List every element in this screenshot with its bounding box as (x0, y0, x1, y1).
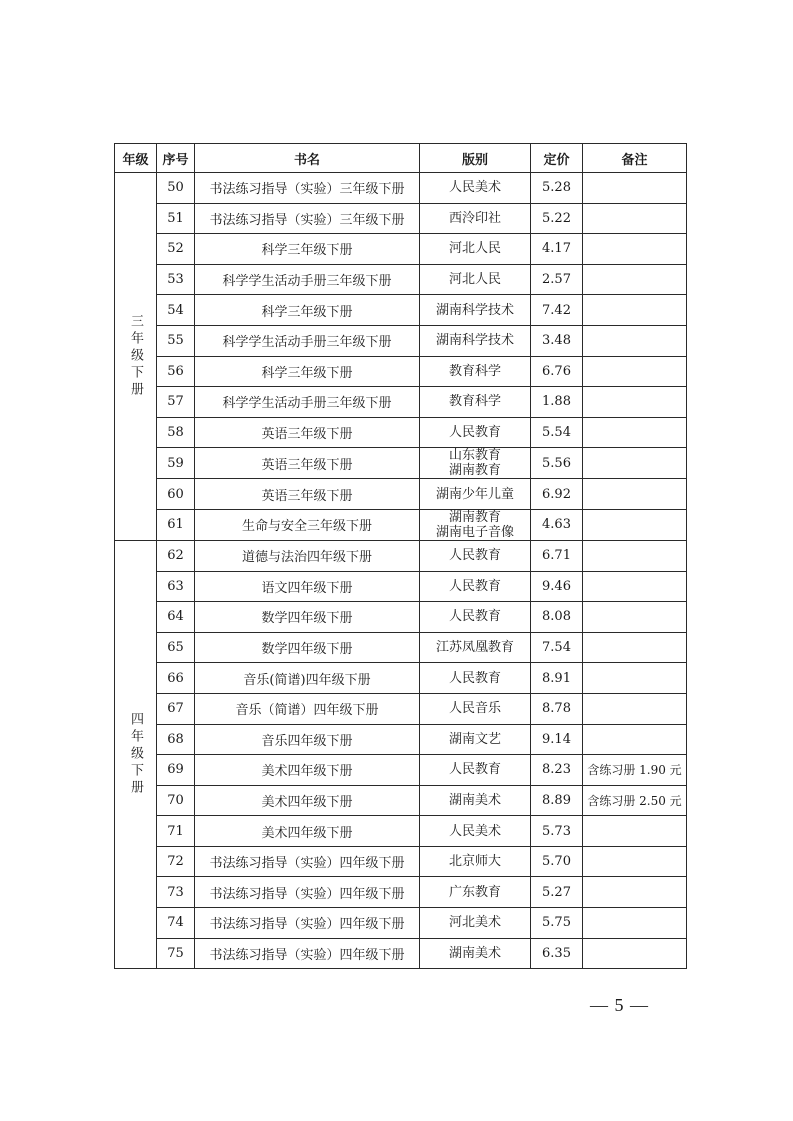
title-cell: 英语三年级下册 (195, 417, 420, 448)
price-cell: 8.89 (531, 785, 583, 816)
seq-cell: 58 (157, 417, 195, 448)
note-cell: 含练习册 1.90 元 (583, 755, 687, 786)
publisher-name: 湖南教育 (448, 509, 501, 525)
note-cell (583, 540, 687, 571)
table-row (115, 663, 687, 694)
publisher-cell (420, 325, 531, 356)
seq-cell: 67 (157, 693, 195, 724)
publisher-name: 湖南美术 (448, 792, 501, 808)
title-cell: 生命与安全三年级下册 (195, 509, 420, 540)
publisher-name: 人民教育 (448, 670, 501, 686)
publisher-name: 人民美术 (448, 180, 501, 196)
table-row (115, 908, 687, 939)
table-row (115, 602, 687, 633)
price-cell: 6.76 (531, 356, 583, 387)
table-row (115, 325, 687, 356)
seq-cell: 56 (157, 356, 195, 387)
publisher-cell (420, 846, 531, 877)
seq-cell: 72 (157, 846, 195, 877)
publisher-name: 人民美术 (448, 823, 501, 839)
textbook-price-table (114, 143, 687, 969)
price-cell: 6.92 (531, 479, 583, 510)
seq-cell: 65 (157, 632, 195, 663)
table-row (115, 755, 687, 786)
publisher-cell (420, 755, 531, 786)
note-cell (583, 693, 687, 724)
publisher-name: 湖南少年儿童 (435, 486, 514, 502)
title-cell: 美术四年级下册 (195, 755, 420, 786)
table-row (115, 571, 687, 602)
title-cell: 音乐（简谱）四年级下册 (195, 693, 420, 724)
publisher-cell (420, 479, 531, 510)
title-cell: 科学三年级下册 (195, 234, 420, 265)
table-row (115, 234, 687, 265)
price-cell: 7.54 (531, 632, 583, 663)
price-cell: 8.23 (531, 755, 583, 786)
price-cell: 5.56 (531, 448, 583, 479)
note-cell (583, 571, 687, 602)
price-cell: 5.28 (531, 173, 583, 204)
publisher-name: 江苏凤凰教育 (435, 640, 514, 656)
publisher-name: 教育科学 (448, 363, 501, 379)
price-cell: 3.48 (531, 325, 583, 356)
table-body (115, 173, 687, 969)
publisher-name: 人民音乐 (448, 701, 501, 717)
header-publisher: 版别 (420, 144, 531, 173)
note-cell: 含练习册 2.50 元 (583, 785, 687, 816)
publisher-cell (420, 908, 531, 939)
price-cell: 5.70 (531, 846, 583, 877)
table-row (115, 387, 687, 418)
publisher-cell (420, 540, 531, 571)
title-cell: 书法练习指导（实验）四年级下册 (195, 938, 420, 969)
seq-cell: 53 (157, 264, 195, 295)
table-row (115, 632, 687, 663)
seq-cell: 57 (157, 387, 195, 418)
title-cell: 美术四年级下册 (195, 785, 420, 816)
grade-cell: 三年级下册 (115, 173, 157, 541)
publisher-cell (420, 877, 531, 908)
price-cell: 8.08 (531, 602, 583, 633)
publisher-cell (420, 724, 531, 755)
seq-cell: 70 (157, 785, 195, 816)
publisher-name: 教育科学 (448, 394, 501, 410)
title-cell: 书法练习指导（实验）四年级下册 (195, 877, 420, 908)
price-cell: 1.88 (531, 387, 583, 418)
seq-cell: 61 (157, 509, 195, 540)
publisher-name: 湖南教育 (448, 463, 501, 479)
publisher-name: 人民教育 (448, 548, 501, 564)
title-cell: 数学四年级下册 (195, 602, 420, 633)
note-cell (583, 908, 687, 939)
seq-cell: 63 (157, 571, 195, 602)
publisher-name: 广东教育 (448, 884, 501, 900)
note-cell (583, 448, 687, 479)
title-cell: 科学三年级下册 (195, 295, 420, 326)
seq-cell: 55 (157, 325, 195, 356)
seq-cell: 62 (157, 540, 195, 571)
publisher-name: 北京师大 (448, 854, 501, 870)
price-cell: 5.73 (531, 816, 583, 847)
title-cell: 数学四年级下册 (195, 632, 420, 663)
note-cell (583, 295, 687, 326)
seq-cell: 68 (157, 724, 195, 755)
header-title: 书名 (195, 144, 420, 173)
publisher-cell (420, 602, 531, 633)
note-cell (583, 479, 687, 510)
note-cell (583, 203, 687, 234)
publisher-name: 人民教育 (448, 762, 501, 778)
note-cell (583, 356, 687, 387)
publisher-cell (420, 448, 531, 479)
publisher-name: 湖南文艺 (448, 731, 501, 747)
price-cell: 5.75 (531, 908, 583, 939)
note-cell (583, 173, 687, 204)
title-cell: 英语三年级下册 (195, 479, 420, 510)
publisher-cell (420, 693, 531, 724)
seq-cell: 50 (157, 173, 195, 204)
title-cell: 道德与法治四年级下册 (195, 540, 420, 571)
price-cell: 6.35 (531, 938, 583, 969)
price-cell: 5.22 (531, 203, 583, 234)
seq-cell: 73 (157, 877, 195, 908)
publisher-cell (420, 234, 531, 265)
publisher-cell (420, 417, 531, 448)
table-row (115, 877, 687, 908)
publisher-name: 人民教育 (448, 609, 501, 625)
table-row (115, 816, 687, 847)
table-row (115, 264, 687, 295)
seq-cell: 66 (157, 663, 195, 694)
table-row (115, 509, 687, 540)
note-cell (583, 509, 687, 540)
note-cell (583, 938, 687, 969)
seq-cell: 69 (157, 755, 195, 786)
header-price: 定价 (531, 144, 583, 173)
publisher-name: 湖南美术 (448, 945, 501, 961)
seq-cell: 71 (157, 816, 195, 847)
note-cell (583, 816, 687, 847)
seq-cell: 51 (157, 203, 195, 234)
title-cell: 美术四年级下册 (195, 816, 420, 847)
title-cell: 科学学生活动手册三年级下册 (195, 387, 420, 418)
price-cell: 4.17 (531, 234, 583, 265)
note-cell (583, 602, 687, 633)
publisher-cell (420, 295, 531, 326)
seq-cell: 54 (157, 295, 195, 326)
price-cell: 8.91 (531, 663, 583, 694)
header-row (115, 144, 687, 173)
publisher-cell (420, 203, 531, 234)
table-row (115, 448, 687, 479)
seq-cell: 52 (157, 234, 195, 265)
header-seq: 序号 (157, 144, 195, 173)
note-cell (583, 234, 687, 265)
table-row (115, 173, 687, 204)
table-row (115, 846, 687, 877)
grade-cell: 四年级下册 (115, 540, 157, 968)
table-row (115, 417, 687, 448)
title-cell: 书法练习指导（实验）四年级下册 (195, 846, 420, 877)
note-cell (583, 724, 687, 755)
publisher-name: 西泠印社 (448, 210, 501, 226)
price-cell: 9.14 (531, 724, 583, 755)
table-row (115, 938, 687, 969)
publisher-name: 人民教育 (448, 578, 501, 594)
table-row (115, 785, 687, 816)
title-cell: 书法练习指导（实验）三年级下册 (195, 173, 420, 204)
title-cell: 科学学生活动手册三年级下册 (195, 264, 420, 295)
table-row (115, 295, 687, 326)
publisher-name: 河北人民 (448, 272, 501, 288)
publisher-cell (420, 264, 531, 295)
seq-cell: 75 (157, 938, 195, 969)
title-cell: 音乐四年级下册 (195, 724, 420, 755)
title-cell: 语文四年级下册 (195, 571, 420, 602)
publisher-cell (420, 387, 531, 418)
header-grade: 年级 (115, 144, 157, 173)
title-cell: 英语三年级下册 (195, 448, 420, 479)
header-note: 备注 (583, 144, 687, 173)
publisher-cell (420, 632, 531, 663)
table-row (115, 479, 687, 510)
seq-cell: 60 (157, 479, 195, 510)
note-cell (583, 846, 687, 877)
seq-cell: 74 (157, 908, 195, 939)
note-cell (583, 663, 687, 694)
title-cell: 书法练习指导（实验）四年级下册 (195, 908, 420, 939)
publisher-name: 河北人民 (448, 241, 501, 257)
table-row (115, 203, 687, 234)
publisher-cell (420, 571, 531, 602)
publisher-name: 湖南科学技术 (435, 333, 514, 349)
title-cell: 科学学生活动手册三年级下册 (195, 325, 420, 356)
publisher-name: 河北美术 (448, 915, 501, 931)
note-cell (583, 632, 687, 663)
table-row (115, 724, 687, 755)
price-cell: 6.71 (531, 540, 583, 571)
note-cell (583, 387, 687, 418)
table-row (115, 540, 687, 571)
publisher-name: 人民教育 (448, 425, 501, 441)
price-cell: 4.63 (531, 509, 583, 540)
publisher-cell (420, 816, 531, 847)
title-cell: 科学三年级下册 (195, 356, 420, 387)
publisher-cell (420, 509, 531, 540)
price-cell: 5.54 (531, 417, 583, 448)
publisher-cell (420, 356, 531, 387)
note-cell (583, 417, 687, 448)
publisher-name: 湖南电子音像 (435, 524, 514, 540)
title-cell: 书法练习指导（实验）三年级下册 (195, 203, 420, 234)
price-cell: 5.27 (531, 877, 583, 908)
table-row (115, 693, 687, 724)
publisher-cell (420, 663, 531, 694)
seq-cell: 59 (157, 448, 195, 479)
seq-cell: 64 (157, 602, 195, 633)
table-row (115, 356, 687, 387)
note-cell (583, 264, 687, 295)
price-cell: 8.78 (531, 693, 583, 724)
publisher-cell (420, 173, 531, 204)
page-number: — 5 — (590, 995, 649, 1015)
publisher-cell (420, 938, 531, 969)
price-cell: 7.42 (531, 295, 583, 326)
publisher-name: 湖南科学技术 (435, 302, 514, 318)
title-cell: 音乐(简谱)四年级下册 (195, 663, 420, 694)
price-cell: 2.57 (531, 264, 583, 295)
note-cell (583, 877, 687, 908)
publisher-cell (420, 785, 531, 816)
publisher-name: 山东教育 (448, 448, 501, 464)
note-cell (583, 325, 687, 356)
price-cell: 9.46 (531, 571, 583, 602)
